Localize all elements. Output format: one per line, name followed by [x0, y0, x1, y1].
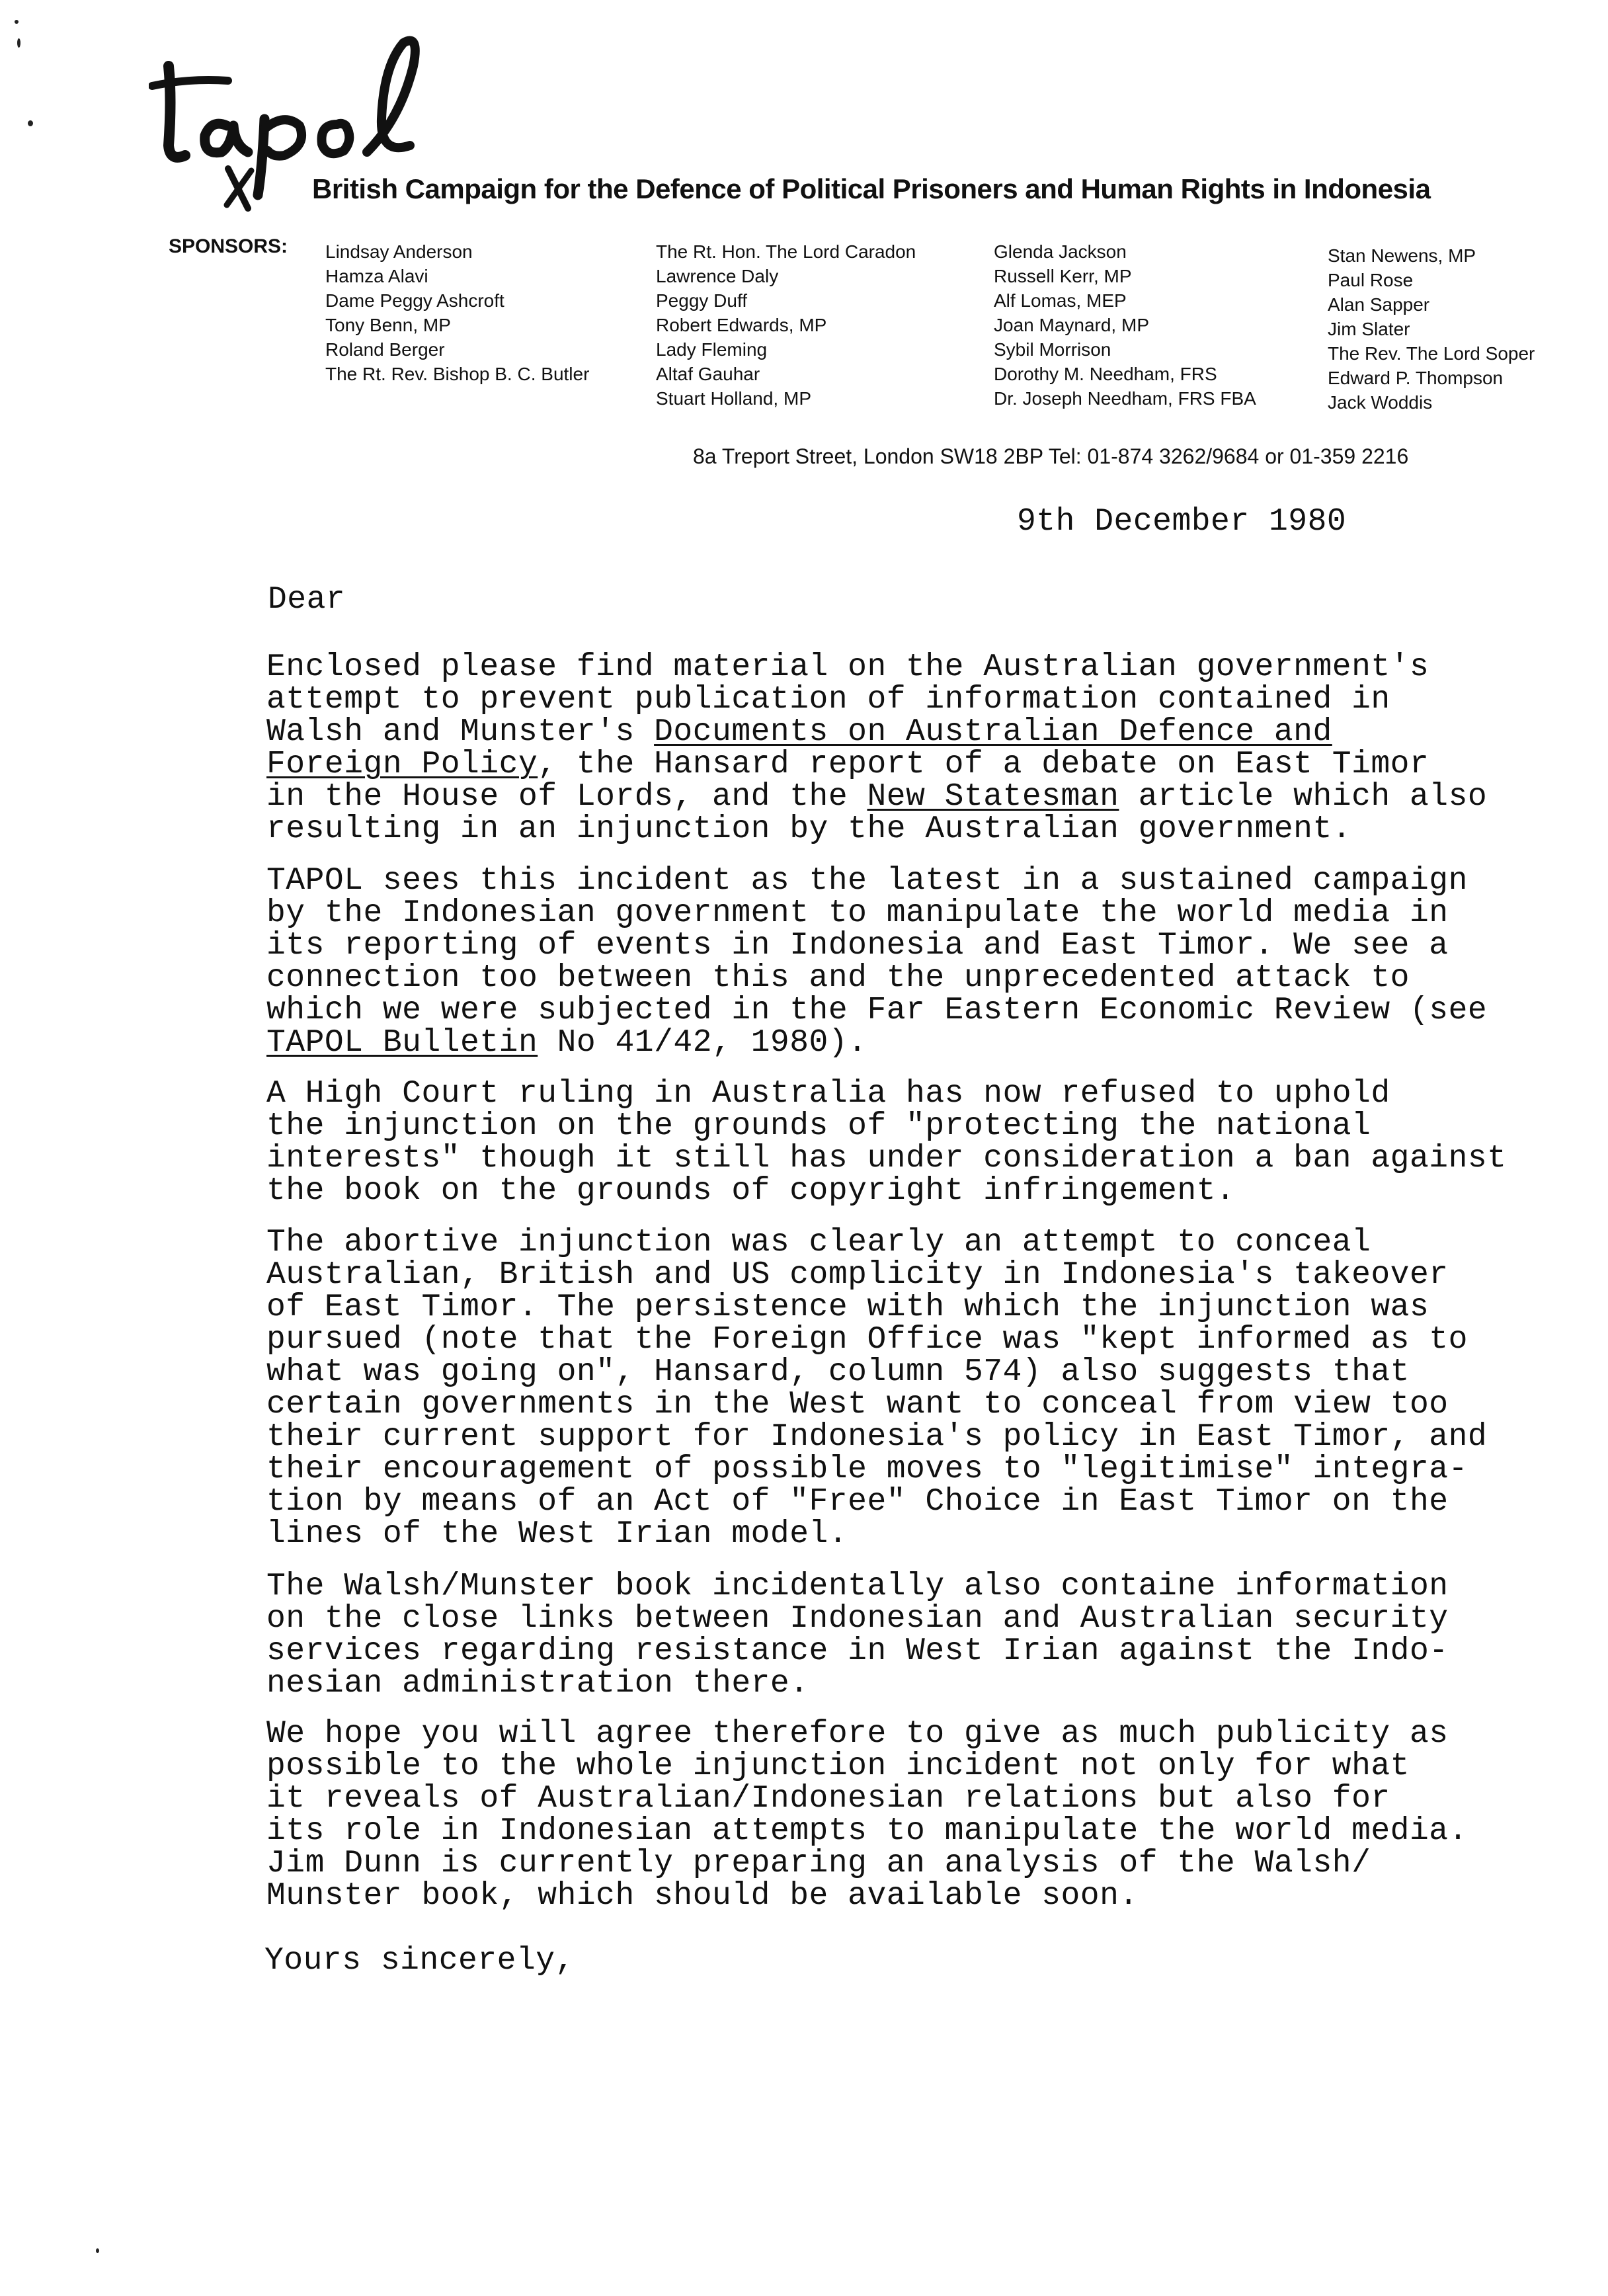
letter-line — [266, 1078, 1562, 1110]
line-text: Australian, British and US complicity in Indonesia's takeover — [266, 1257, 1449, 1293]
line-text: pursued (note that the Foreign Office was "kept informed as to — [266, 1322, 1468, 1358]
line-text: its role in Indonesian attempts to manipulate the world media. — [266, 1813, 1468, 1849]
letter-line — [266, 995, 1562, 1027]
line-text: on the close links between Indonesian and Australian security — [266, 1601, 1449, 1637]
line-text: Jim Dunn is currently preparing an analysis of the Walsh/ — [266, 1846, 1371, 1881]
sponsor-name: Dame Peggy Ashcroft — [325, 290, 504, 311]
line-text: connection too between this and the unprecedented attack to — [266, 960, 1410, 996]
letter-line — [266, 897, 1562, 930]
line-text: The Walsh/Munster book incidentally also containe information — [266, 1569, 1449, 1604]
letter-line — [266, 1603, 1562, 1635]
letter-line — [266, 1389, 1562, 1421]
line-text: which we were subjected in the Far Eastern Economic Review (see — [266, 993, 1488, 1028]
line-text: A High Court ruling in Australia has now refused to uphold — [266, 1076, 1390, 1112]
line-text: by the Indonesian government to manipulate the world media in — [266, 895, 1449, 931]
line-text: Walsh and Munster's — [266, 714, 655, 750]
letter-line — [266, 1027, 1562, 1059]
letter-line — [266, 1518, 1562, 1551]
sponsor-name: Jack Woddis — [1328, 392, 1433, 413]
sponsor-name: Russell Kerr, MP — [994, 266, 1132, 286]
sponsor-name: Glenda Jackson — [994, 241, 1127, 262]
sponsor-name: Tony Benn, MP — [325, 315, 451, 335]
scan-speck — [28, 120, 33, 126]
letter-line — [266, 1750, 1562, 1783]
scan-speck — [96, 2248, 99, 2253]
letter-date: 9th December 1980 — [1017, 504, 1347, 540]
line-text: We hope you will agree therefore to give as much publicity as — [266, 1716, 1449, 1752]
sponsor-name: Joan Maynard, MP — [994, 315, 1149, 335]
letter-paragraph — [266, 1227, 1562, 1551]
letter-line — [266, 781, 1562, 813]
address-line: 8a Treport Street, London SW18 2BP Tel: 01-874 3262/9684 or 01-359 2216 — [693, 444, 1409, 468]
letter-line — [266, 716, 1562, 749]
salutation: Dear — [268, 582, 346, 618]
letter-line — [266, 962, 1562, 995]
line-text: tion by means of an Act of "Free" Choice in East Timor on the — [266, 1484, 1449, 1520]
line-text: possible to the whole injunction incident not only for what — [266, 1748, 1410, 1784]
line-text: Munster book, which should be available soon. — [266, 1878, 1139, 1914]
letter-line — [266, 1486, 1562, 1518]
sponsor-name: The Rt. Rev. Bishop B. C. Butler — [325, 364, 590, 384]
line-text: their encouragement of possible moves to "legitimise" integra- — [266, 1452, 1468, 1487]
sponsor-name: Stan Newens, MP — [1328, 245, 1476, 266]
sponsor-name: Jim Slater — [1328, 319, 1410, 339]
sponsor-name: Altaf Gauhar — [656, 364, 760, 384]
letter-line — [266, 1421, 1562, 1454]
line-text: resulting in an injunction by the Australian government. — [266, 811, 1352, 847]
sponsor-name: Stuart Holland, MP — [656, 388, 811, 409]
letter-paragraph — [266, 865, 1562, 1059]
letter-line — [266, 684, 1562, 716]
letter-line — [266, 651, 1562, 684]
sponsor-name: Alf Lomas, MEP — [994, 290, 1127, 311]
closing: Yours sincerely, — [264, 1943, 575, 1979]
line-text: the book on the grounds of copyright infringement. — [266, 1173, 1236, 1209]
sponsor-name: Lindsay Anderson — [325, 241, 473, 262]
letter-line — [266, 1110, 1562, 1143]
underlined-title: New Statesman — [867, 779, 1119, 815]
sponsor-column-3 — [994, 239, 1256, 411]
line-text: Enclosed please find material on the Australian government's — [266, 649, 1429, 685]
line-text: the injunction on the grounds of "protecting the national — [266, 1108, 1371, 1144]
scan-speck — [15, 20, 19, 24]
line-text: it reveals of Australian/Indonesian relations but also for — [266, 1781, 1390, 1817]
letter-line — [266, 1815, 1562, 1848]
letter-line — [266, 1324, 1562, 1356]
sponsor-name: The Rev. The Lord Soper — [1328, 343, 1535, 364]
underlined-title: Foreign Policy — [266, 747, 538, 782]
letter-line — [266, 865, 1562, 897]
sponsor-name: Hamza Alavi — [325, 266, 428, 286]
underlined-title: Documents on Australian Defence and — [654, 714, 1332, 750]
scan-speck — [17, 38, 20, 48]
letter-paragraph — [266, 651, 1562, 846]
sponsor-column-2 — [656, 239, 916, 411]
line-text: TAPOL sees this incident as the latest in a sustained campaign — [266, 863, 1468, 899]
line-text: lines of the West Irian model. — [266, 1516, 848, 1552]
sponsor-name: Lawrence Daly — [656, 266, 779, 286]
sponsor-name: Edward P. Thompson — [1328, 368, 1504, 388]
underlined-title: TAPOL Bulletin — [266, 1025, 538, 1061]
letter-line — [266, 1292, 1562, 1324]
sponsor-name: Robert Edwards, MP — [656, 315, 827, 335]
letter-line — [266, 1783, 1562, 1815]
letter-line — [266, 1718, 1562, 1750]
letter-line — [266, 1880, 1562, 1912]
letter-line — [266, 930, 1562, 962]
letter-line — [266, 1259, 1562, 1292]
line-text: , the Hansard report of a debate on East Timor — [538, 747, 1429, 782]
sponsor-name: The Rt. Hon. The Lord Caradon — [656, 241, 916, 262]
line-text: their current support for Indonesia's policy in East Timor, and — [266, 1419, 1488, 1455]
line-text: what was going on", Hansard, column 574) also suggests that — [266, 1354, 1410, 1390]
letter-paragraph — [266, 1078, 1562, 1208]
sponsor-name: Dr. Joseph Needham, FRS FBA — [994, 388, 1256, 409]
letter-line — [266, 813, 1562, 846]
sponsor-name: Lady Fleming — [656, 339, 768, 360]
letter-line — [266, 1668, 1562, 1700]
sponsor-name: Peggy Duff — [656, 290, 748, 311]
letter-line — [266, 1571, 1562, 1603]
line-text: article which also — [1119, 779, 1488, 815]
letter-line — [266, 1227, 1562, 1259]
line-text: in the House of Lords, and the — [266, 779, 867, 815]
letter-paragraph — [266, 1718, 1562, 1912]
sponsors-label: SPONSORS: — [169, 235, 288, 257]
letter-line — [266, 1175, 1562, 1208]
sponsor-name: Sybil Morrison — [994, 339, 1111, 360]
sponsor-name: Alan Sapper — [1328, 294, 1430, 315]
sponsor-column-1 — [325, 239, 589, 386]
line-text: No 41/42, 1980). — [538, 1025, 867, 1061]
letter-line — [266, 1356, 1562, 1389]
sponsor-column-4 — [1328, 243, 1535, 415]
line-text: interests" though it still has under consideration a ban against — [266, 1141, 1507, 1176]
letter-line — [266, 1635, 1562, 1668]
sponsor-name: Roland Berger — [325, 339, 445, 360]
line-text: nesian administration there. — [266, 1666, 809, 1702]
letter-line — [266, 1143, 1562, 1175]
letter-paragraph — [266, 1571, 1562, 1700]
letter-line — [266, 749, 1562, 781]
line-text: of East Timor. The persistence with which the injunction was — [266, 1290, 1429, 1325]
letter-line — [266, 1848, 1562, 1880]
sponsor-name: Dorothy M. Needham, FRS — [994, 364, 1217, 384]
line-text: The abortive injunction was clearly an attempt to conceal — [266, 1225, 1371, 1260]
line-text: its reporting of events in Indonesia and East Timor. We see a — [266, 928, 1449, 964]
campaign-title: British Campaign for the Defence of Political Prisoners and Human Rights in Indonesia — [312, 173, 1431, 204]
letter-line — [266, 1454, 1562, 1486]
line-text: attempt to prevent publication of information contained in — [266, 682, 1390, 718]
line-text: services regarding resistance in West Irian against the Indo- — [266, 1633, 1449, 1669]
line-text: certain governments in the West want to conceal from view too — [266, 1387, 1449, 1422]
sponsor-name: Paul Rose — [1328, 270, 1414, 290]
